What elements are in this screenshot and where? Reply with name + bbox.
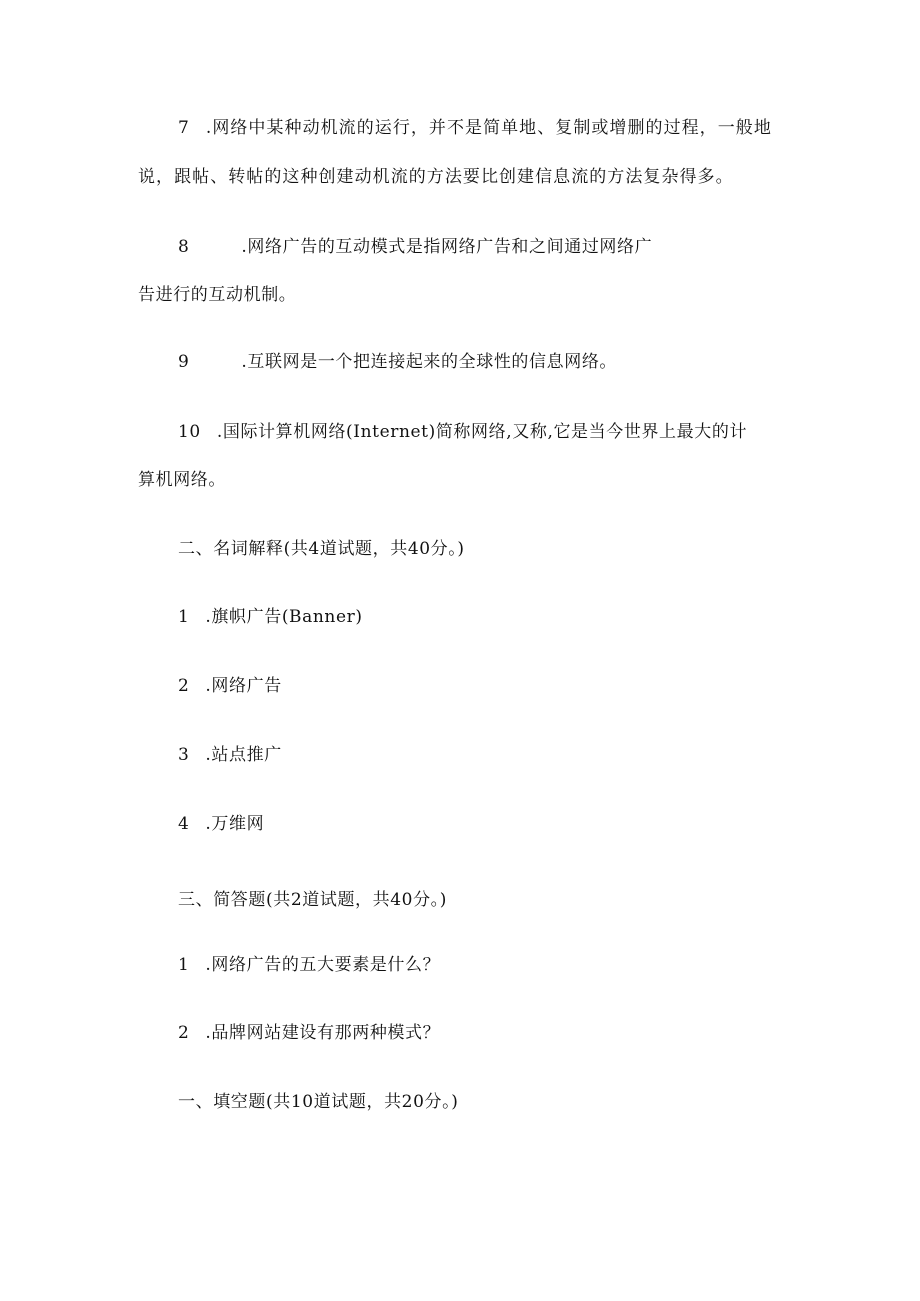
- section3-item-2-text: .品牌网站建设有那两种模式？: [205, 1023, 441, 1043]
- q7-text-line1: .网络中某种动机流的运行，并不是简单地、复制或增删的过程，一般地: [205, 118, 772, 138]
- q8-text-line1: .网络广告的互动模式是指网络广告和之间通过网络广: [241, 237, 653, 257]
- q8-line1: [178, 235, 652, 259]
- q10-text-line1: .国际计算机网络(Internet)简称网络,又称,它是当今世界上最大的计: [216, 422, 748, 442]
- q10-line2: 算机网络。: [138, 470, 226, 490]
- section2-item-3-text: .站点推广: [205, 745, 282, 765]
- q10-line1: [178, 420, 747, 444]
- section2-item-1: [178, 605, 363, 629]
- section3-item-1: [178, 953, 440, 977]
- section2-item-2-number: 2: [178, 676, 190, 696]
- section3-item-1-number: 1: [178, 955, 190, 975]
- q7-line2: 说，跟帖、转帖的这种创建动机流的方法要比创建信息流的方法复杂得多。: [138, 167, 734, 187]
- q10-number: 10: [178, 422, 201, 442]
- section2-item-3-number: 3: [178, 745, 190, 765]
- section3-item-2-number: 2: [178, 1023, 190, 1043]
- q9-number: 9: [178, 352, 190, 372]
- q8-line2: 告进行的互动机制。: [138, 285, 297, 305]
- section3-item-1-text: .网络广告的五大要素是什么？: [205, 955, 441, 975]
- q7-number: 7: [178, 118, 190, 138]
- section2-item-4-text: .万维网: [205, 814, 265, 834]
- section2-heading: 二、名词解释(共4道试题，共40分。): [178, 539, 465, 559]
- section3-heading: 三、简答题(共2道试题，共40分。): [178, 890, 448, 910]
- section2-item-3: [178, 743, 282, 767]
- section2-item-2-text: .网络广告: [205, 676, 282, 696]
- section2-item-1-text: .旗帜广告(Banner): [205, 607, 363, 627]
- section1-heading: 一、填空题(共10道试题，共20分。): [178, 1092, 459, 1112]
- section2-item-4: [178, 812, 264, 836]
- section2-item-1-number: 1: [178, 607, 190, 627]
- q8-number: 8: [178, 237, 190, 257]
- q9-text-line1: .互联网是一个把连接起来的全球性的信息网络。: [241, 352, 618, 372]
- section2-item-4-number: 4: [178, 814, 190, 834]
- section2-item-2: [178, 674, 282, 698]
- section3-item-2: [178, 1021, 440, 1045]
- q9-line1: [178, 350, 617, 374]
- q7-line1: [178, 116, 772, 140]
